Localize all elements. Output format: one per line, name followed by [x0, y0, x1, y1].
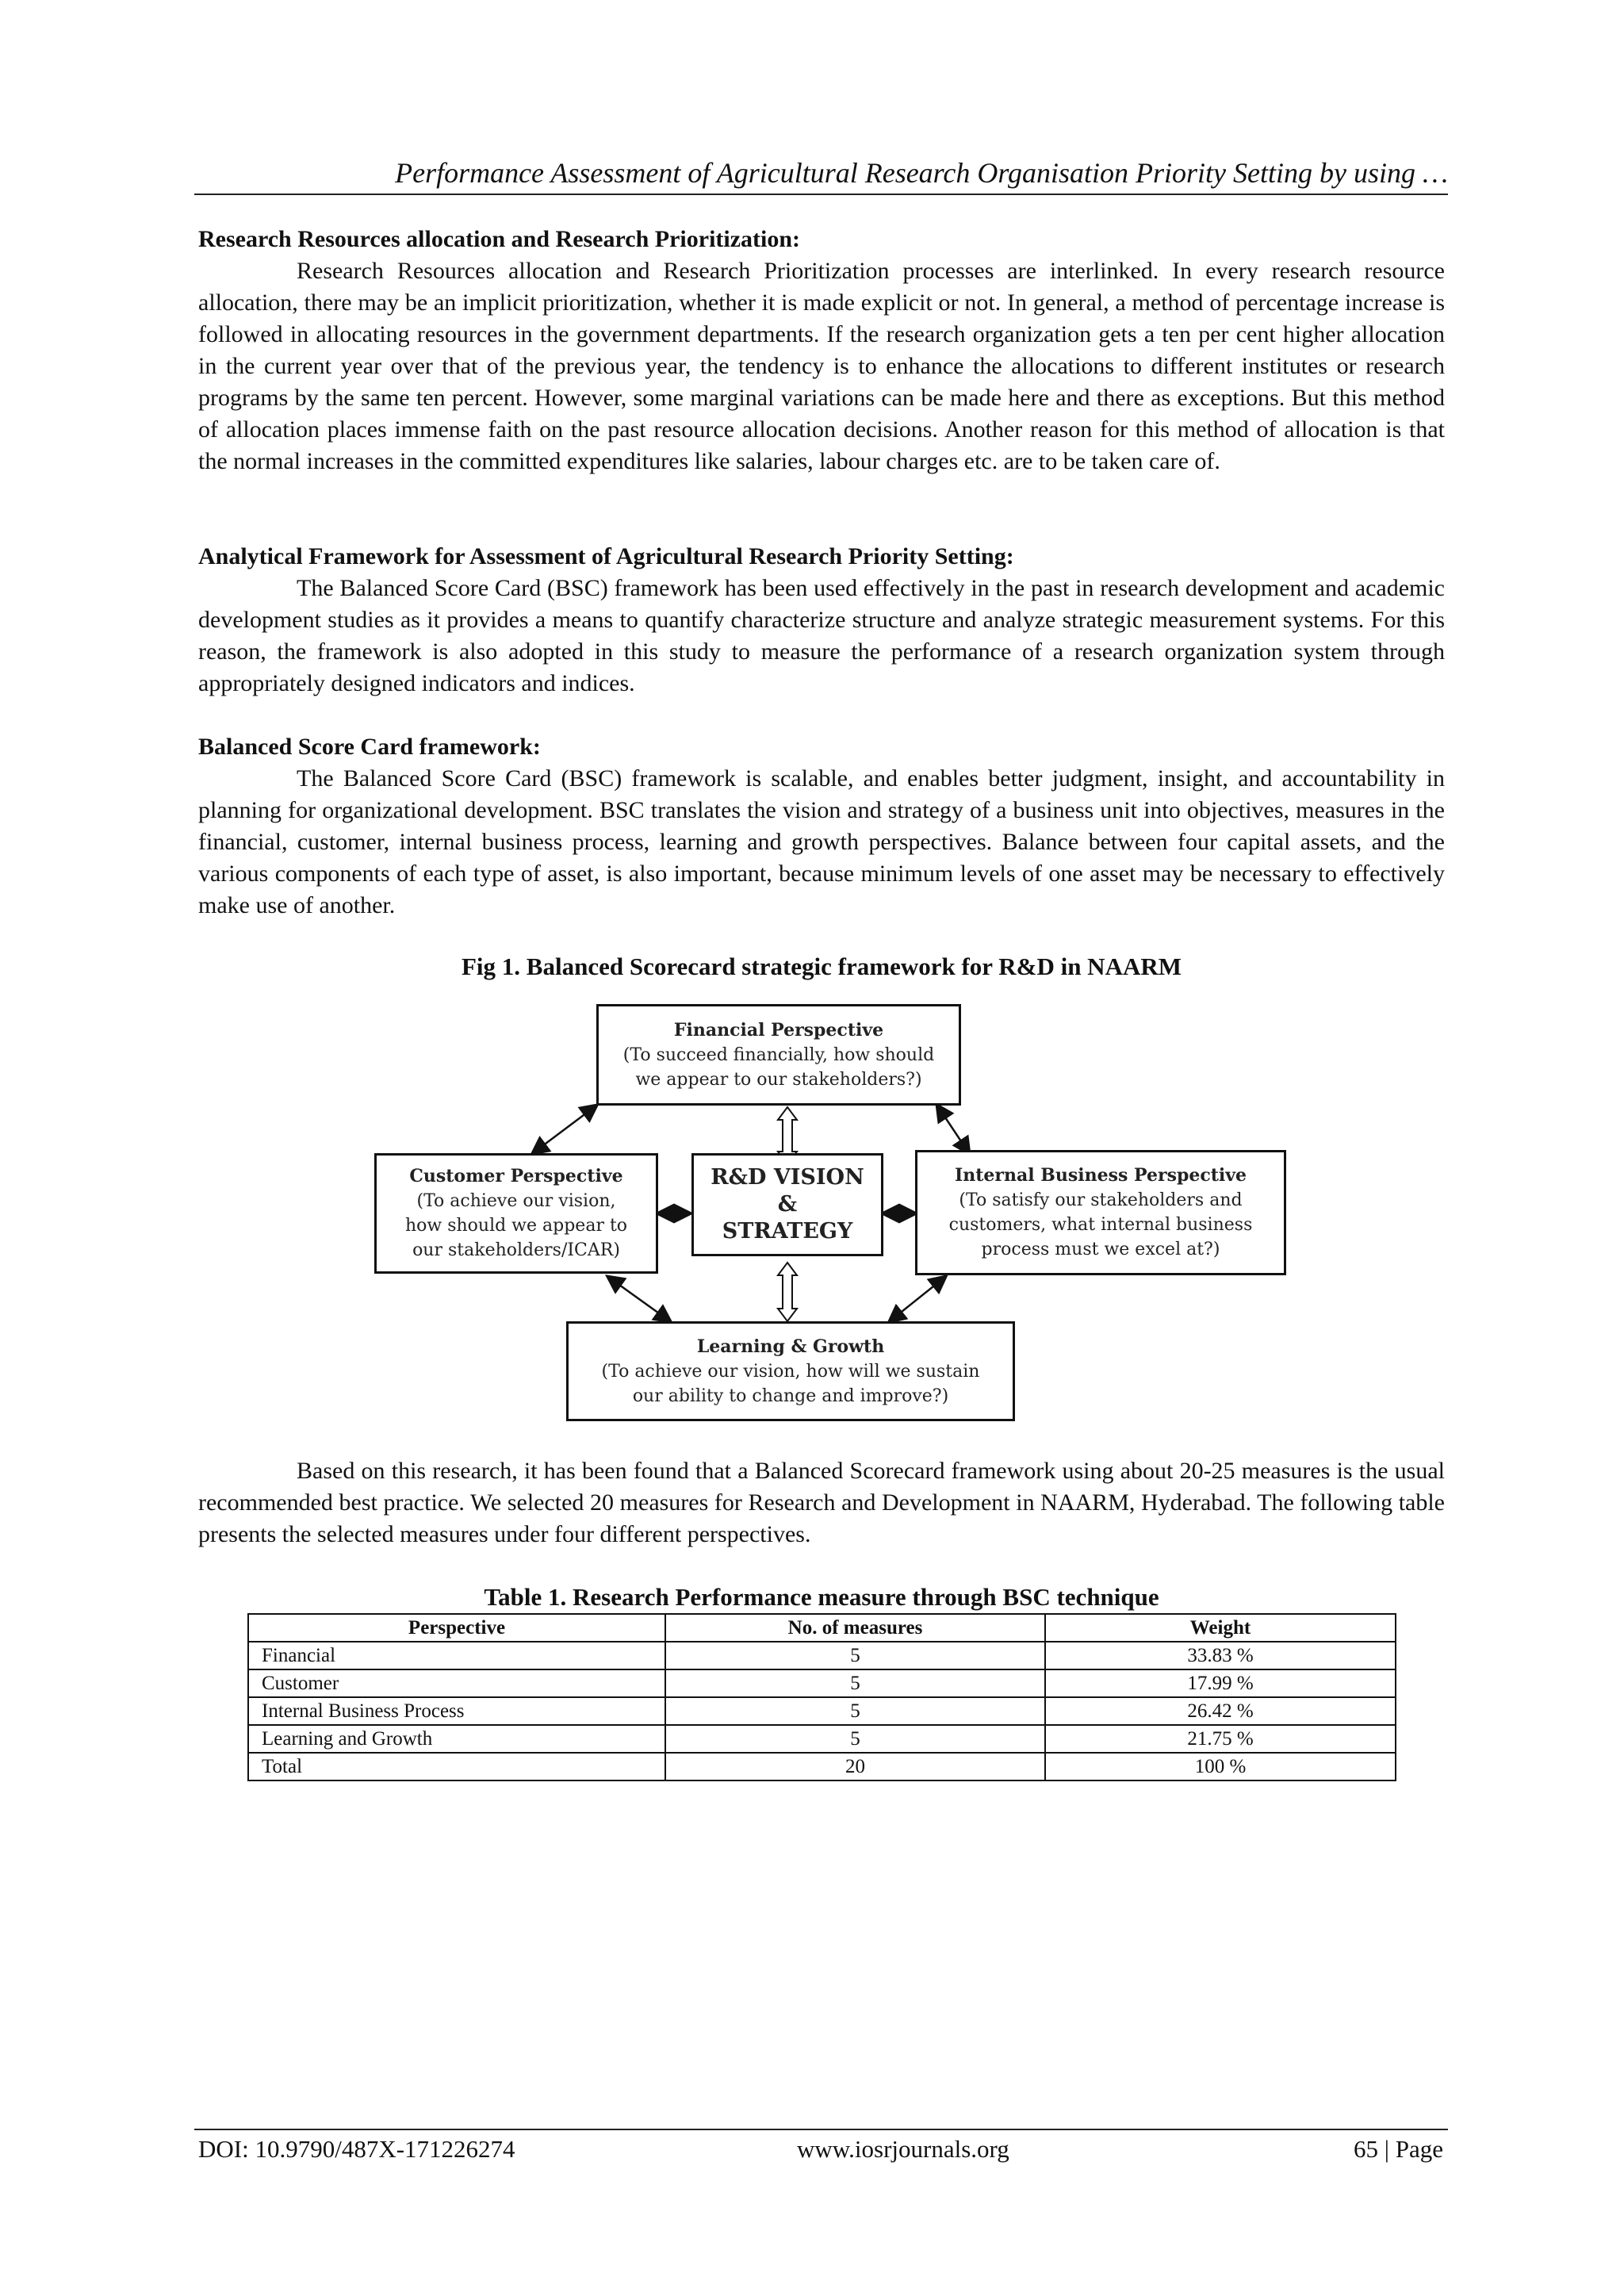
center-line-2: & [777, 1192, 798, 1217]
footer-doi: DOI: 10.9790/487X-171226274 [198, 2135, 515, 2163]
section-heading: Analytical Framework for Assessment of Agricultural Research Priority Setting: [198, 543, 1014, 569]
cell-perspective: Total [248, 1753, 665, 1780]
footer-rule [194, 2129, 1448, 2130]
table-row [248, 1725, 1396, 1753]
section-heading: Research Resources allocation and Research Prioritization: [198, 226, 801, 252]
table-row [248, 1669, 1396, 1697]
box-text: (To achieve our vision, how should we appear to our stakeholders/ICAR) [404, 1191, 628, 1260]
cell-perspective: Customer [248, 1669, 665, 1697]
col-header-weight: Weight [1045, 1614, 1396, 1642]
arrow-center-learning [778, 1263, 797, 1321]
box-title: Internal Business Perspective [954, 1165, 1247, 1186]
cell-weight: 100 % [1045, 1753, 1396, 1780]
table-header-row [248, 1614, 1396, 1642]
box-text: (To succeed financially, how should we appear to our stakeholders?) [622, 1045, 935, 1090]
learning-growth-box [566, 1321, 1015, 1421]
running-header: Performance Assessment of Agricultural Research Organisation Priority Setting by using … [395, 157, 1448, 189]
cell-weight: 26.42 % [1045, 1697, 1396, 1725]
cell-perspective: Internal Business Process [248, 1697, 665, 1725]
cell-measures: 5 [665, 1697, 1045, 1725]
financial-perspective-box [596, 1004, 961, 1106]
center-line-3: STRATEGY [722, 1219, 853, 1244]
post-figure-paragraph [198, 1455, 1445, 1550]
cell-measures: 5 [665, 1669, 1045, 1697]
box-text: (To satisfy our stakeholders and customers, what internal business process must we excel at?) [948, 1190, 1253, 1259]
cell-perspective: Financial [248, 1642, 665, 1669]
figure-caption: Fig 1. Balanced Scorecard strategic framework for R&D in NAARM [462, 953, 1182, 980]
arrow-customer-learning [608, 1277, 670, 1321]
cell-measures: 5 [665, 1725, 1045, 1753]
cell-weight: 33.83 % [1045, 1642, 1396, 1669]
bsc-measures-table [247, 1613, 1396, 1781]
box-title: Learning & Growth [696, 1336, 885, 1357]
cell-perspective: Learning and Growth [248, 1725, 665, 1753]
box-title: Customer Perspective [409, 1166, 623, 1186]
paragraph-text: Based on this research, it has been found that a Balanced Scorecard framework using about 20-25 measures is the usual recommended best practice. We selected 20 measures for Research and Development in NAARM, Hyderabad. The following table presents the selected measures under four different perspectives. [198, 1458, 1445, 1547]
box-title: Financial Perspective [673, 1019, 884, 1041]
arrow-financial-internal [937, 1106, 969, 1153]
table-row-total [248, 1753, 1396, 1780]
table-caption: Table 1. Research Performance measure through BSC technique [484, 1583, 1159, 1611]
cell-weight: 17.99 % [1045, 1669, 1396, 1697]
section-resource-allocation [198, 224, 1445, 477]
footer-page-number: 65 | Page [1354, 2135, 1443, 2163]
section-body: The Balanced Score Card (BSC) framework is scalable, and enables better judgment, insight, and accountability in planning for organizational development. BSC translates the vision and strategy of a business unit into objectives, measures in the financial, customer, internal business process, learning and growth perspectives. Balance between four capital assets, and the various components of each type of asset, is also important, because minimum levels of one asset may be necessary to effectively make use of another. [198, 765, 1445, 918]
header-rule [194, 194, 1448, 195]
arrow-financial-customer [533, 1106, 596, 1153]
section-heading: Balanced Score Card framework: [198, 734, 541, 760]
section-body: Research Resources allocation and Research Prioritization processes are interlinked. In every research resource allocation, there may be an implicit prioritization, whether it is made explicit or not. In general, a method of percentage increase is followed in allocating resources in the government departments. If the research organization gets a ten per cent higher allocation in the current year over that of the previous year, the tendency is to enhance the allocations to different institutes or research programs by the same ten percent. However, some marginal variations can be made here and there as exceptions. But this method of allocation places immense faith on the past resource allocation decisions. Another reason for this method of allocation is that the normal increases in the committed expenditures like salaries, labour charges etc. are to be taken care of. [198, 258, 1445, 474]
footer-website: www.iosrjournals.org [797, 2135, 1009, 2163]
internal-business-perspective-box [915, 1150, 1286, 1275]
rd-vision-strategy-box [691, 1153, 883, 1256]
table-row [248, 1697, 1396, 1725]
center-line-1: R&D VISION [710, 1165, 864, 1190]
cell-measures: 5 [665, 1642, 1045, 1669]
section-body: The Balanced Score Card (BSC) framework has been used effectively in the past in research development and academic development studies as it provides a means to quantify characterize structure and analyze strategic measurement systems. For this reason, the framework is also adopted in this study to measure the performance of a research organization system through appropriately designed indicators and indices. [198, 575, 1445, 696]
col-header-measures: No. of measures [665, 1614, 1045, 1642]
customer-perspective-box [374, 1153, 658, 1274]
section-analytical-framework [198, 541, 1445, 700]
bsc-framework-figure [366, 996, 1294, 1432]
table-row [248, 1642, 1396, 1669]
arrow-internal-learning [890, 1277, 945, 1321]
col-header-perspective: Perspective [248, 1614, 665, 1642]
box-text: (To achieve our vision, how will we sustain our ability to change and improve?) [601, 1361, 980, 1406]
section-bsc-framework [198, 731, 1445, 922]
cell-measures: 20 [665, 1753, 1045, 1780]
cell-weight: 21.75 % [1045, 1725, 1396, 1753]
